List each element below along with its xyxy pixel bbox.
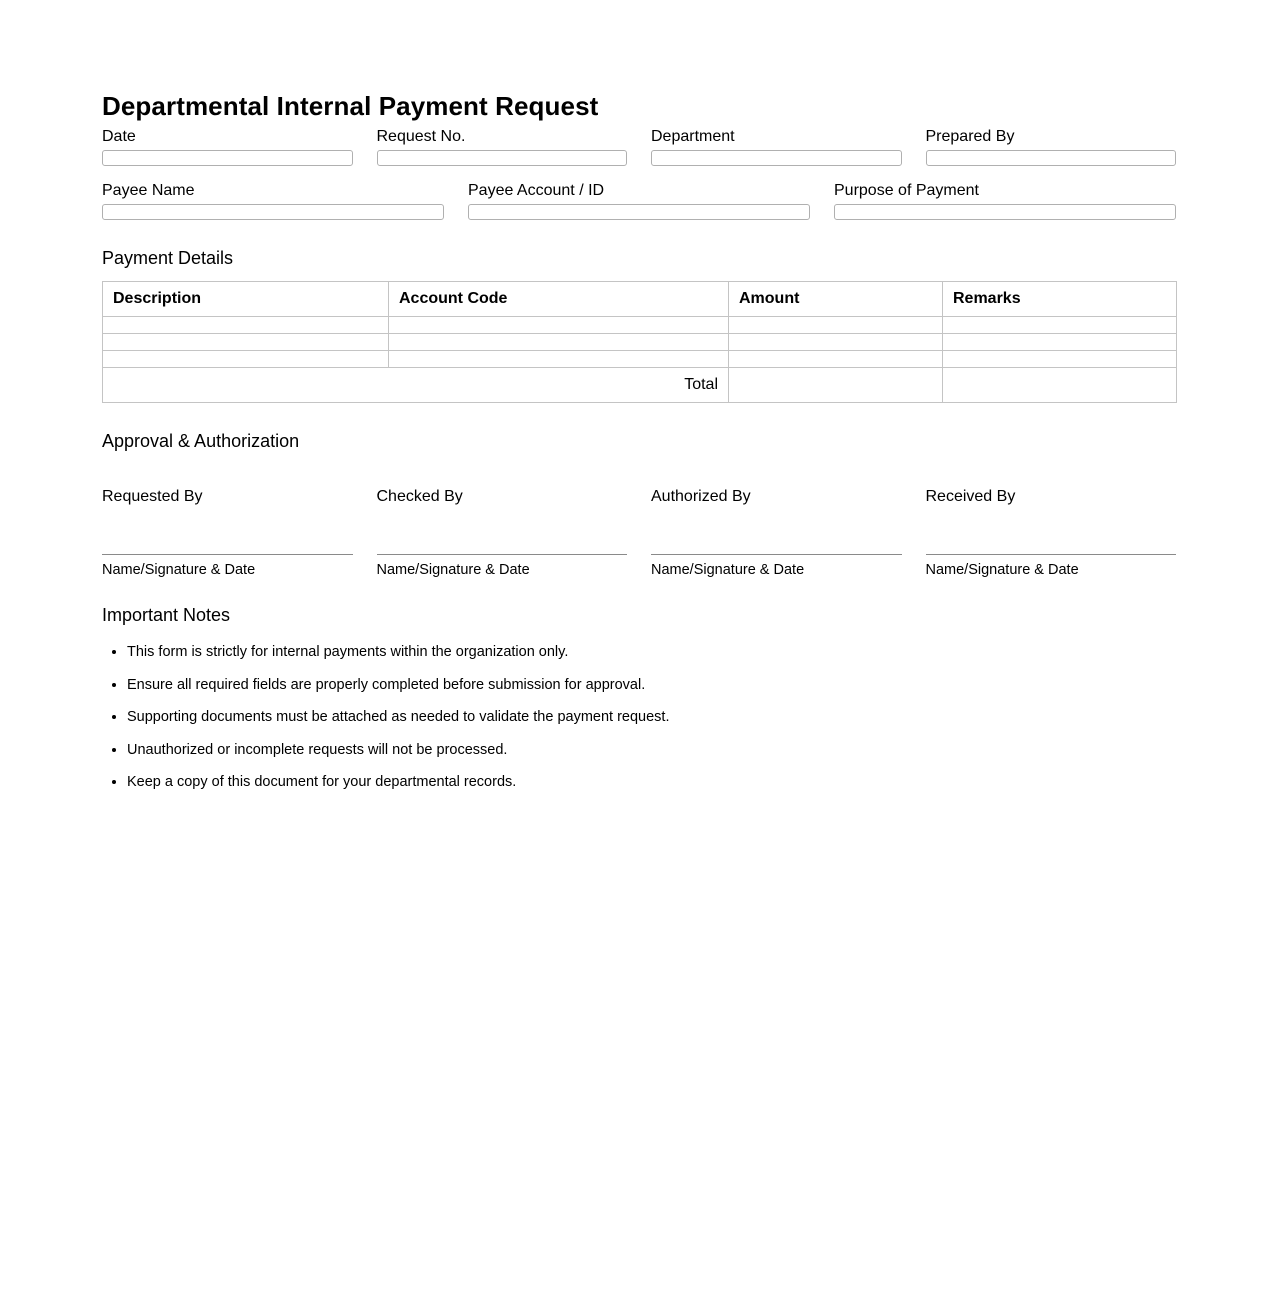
signature-line[interactable] bbox=[377, 554, 628, 555]
signature-role: Received By bbox=[925, 488, 1016, 505]
notes-list bbox=[102, 644, 1176, 791]
payee-name-field bbox=[102, 182, 444, 220]
table-row bbox=[103, 317, 1177, 334]
amount-cell[interactable] bbox=[729, 334, 943, 351]
column-header-amount: Amount bbox=[729, 282, 943, 317]
payment-details-heading: Payment Details bbox=[102, 248, 234, 268]
account-code-cell[interactable] bbox=[389, 317, 729, 334]
list-item: • This form is strictly for internal payments within the organization only. bbox=[127, 644, 1176, 661]
account-code-cell[interactable] bbox=[389, 351, 729, 368]
payee-account-input[interactable] bbox=[468, 204, 810, 220]
purpose-label: Purpose of Payment bbox=[834, 182, 979, 199]
date-field bbox=[102, 128, 353, 166]
purpose-input[interactable] bbox=[834, 204, 1176, 220]
description-cell[interactable] bbox=[103, 317, 389, 334]
approval-heading: Approval & Authorization bbox=[102, 431, 300, 451]
header-fields-row-2 bbox=[102, 182, 1176, 220]
account-code-cell[interactable] bbox=[389, 334, 729, 351]
table-row bbox=[103, 334, 1177, 351]
description-cell[interactable] bbox=[103, 351, 389, 368]
signature-caption: Name/Signature & Date bbox=[651, 562, 805, 578]
signature-block-requested-by bbox=[102, 488, 353, 579]
prepared-by-input[interactable] bbox=[926, 150, 1177, 166]
signature-row bbox=[102, 488, 1176, 579]
request-no-label: Request No. bbox=[376, 128, 466, 145]
list-item: • Keep a copy of this document for your departmental records. bbox=[127, 774, 1176, 791]
payment-details-table bbox=[102, 281, 1177, 403]
department-label: Department bbox=[651, 128, 735, 145]
table-header-row bbox=[103, 282, 1177, 317]
total-remarks-cell[interactable] bbox=[943, 368, 1177, 403]
payee-account-field bbox=[468, 182, 810, 220]
page-title: Departmental Internal Payment Request bbox=[102, 91, 599, 121]
column-header-description: Description bbox=[103, 282, 389, 317]
date-input[interactable] bbox=[102, 150, 353, 166]
column-header-remarks: Remarks bbox=[943, 282, 1177, 317]
remarks-cell[interactable] bbox=[943, 334, 1177, 351]
signature-role: Checked By bbox=[376, 488, 463, 505]
remarks-cell[interactable] bbox=[943, 317, 1177, 334]
prepared-by-field bbox=[926, 128, 1177, 166]
signature-block-checked-by bbox=[377, 488, 628, 579]
remarks-cell[interactable] bbox=[943, 351, 1177, 368]
signature-role: Authorized By bbox=[651, 488, 751, 505]
signature-caption: Name/Signature & Date bbox=[376, 562, 530, 578]
request-no-field bbox=[377, 128, 628, 166]
prepared-by-label: Prepared By bbox=[925, 128, 1015, 145]
total-label: Total bbox=[103, 368, 729, 403]
request-no-input[interactable] bbox=[377, 150, 628, 166]
department-input[interactable] bbox=[651, 150, 902, 166]
description-cell[interactable] bbox=[103, 334, 389, 351]
notes-heading: Important Notes bbox=[102, 605, 231, 625]
signature-role: Requested By bbox=[102, 488, 203, 505]
column-header-account-code: Account Code bbox=[389, 282, 729, 317]
payee-name-input[interactable] bbox=[102, 204, 444, 220]
list-item: • Unauthorized or incomplete requests will not be processed. bbox=[127, 742, 1176, 759]
date-label: Date bbox=[102, 128, 136, 145]
list-item: • Ensure all required fields are properly completed before submission for approval. bbox=[127, 677, 1176, 694]
total-row bbox=[103, 368, 1177, 403]
signature-caption: Name/Signature & Date bbox=[925, 562, 1079, 578]
purpose-field bbox=[834, 182, 1176, 220]
list-item: • Supporting documents must be attached as needed to validate the payment request. bbox=[127, 709, 1176, 726]
amount-cell[interactable] bbox=[729, 351, 943, 368]
total-amount-cell[interactable] bbox=[729, 368, 943, 403]
payee-account-label: Payee Account / ID bbox=[468, 182, 605, 199]
header-fields-row-1 bbox=[102, 128, 1176, 166]
signature-block-authorized-by bbox=[651, 488, 902, 579]
department-field bbox=[651, 128, 902, 166]
amount-cell[interactable] bbox=[729, 317, 943, 334]
signature-line[interactable] bbox=[651, 554, 902, 555]
payee-name-label: Payee Name bbox=[102, 182, 195, 199]
signature-line[interactable] bbox=[926, 554, 1177, 555]
signature-line[interactable] bbox=[102, 554, 353, 555]
table-row bbox=[103, 351, 1177, 368]
signature-caption: Name/Signature & Date bbox=[102, 562, 256, 578]
signature-block-received-by bbox=[926, 488, 1177, 579]
